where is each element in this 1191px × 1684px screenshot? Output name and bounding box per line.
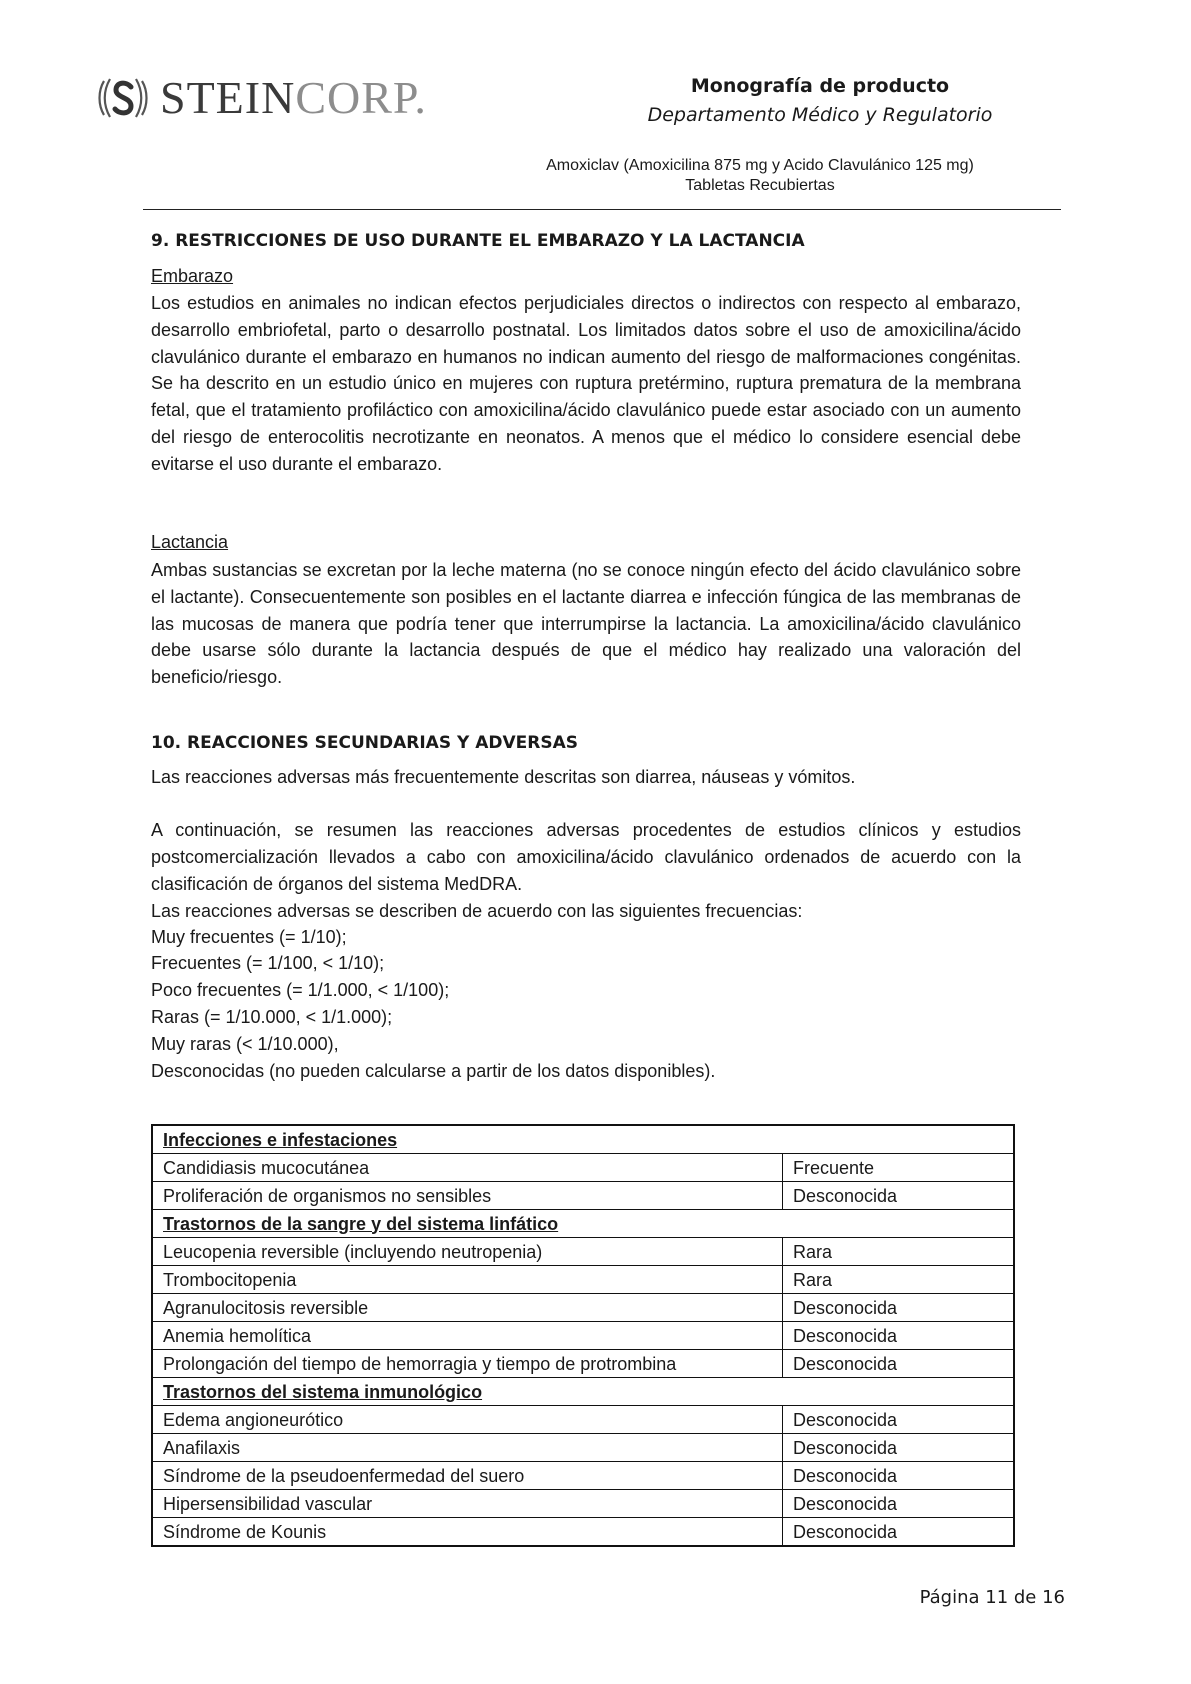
frequency-cell: Desconocida [783,1406,1015,1434]
frequency-line: Raras (= 1/10.000, < 1/1.000); [151,1007,393,1027]
lactancia-paragraph: Ambas sustancias se excretan por la leche materna (no se conoce ningún efecto del ácido clavulánico sobre el lactante). Consecuentemente son posibles en el lactante diarrea e infección fúngica de las membranas de las mucosas de manera que podría tener que interrumpirse la lactancia. La amoxicilina/ácido clavulánico debe usarse sólo durante la lactancia después de que el médico hay realizado una valoración del beneficio/riesgo. [151,560,1021,688]
table-category-row [152,1125,1014,1154]
reaction-cell: Edema angioneurótico [152,1406,783,1434]
embarazo-paragraph: Los estudios en animales no indican efectos perjudiciales directos o indirectos con respecto al embarazo, desarrollo embriofetal, parto o desarrollo postnatal. Los limitados datos sobre el uso de amoxicilina/ácido clavulánico durante el embarazo en humanos no indican aumento del riesgo de malformaciones congénitas. Se ha descrito en un estudio único en mujeres con ruptura pretérmino, ruptura prematura de la membrana fetal, que el tratamiento profiláctico con amoxicilina/ácido clavulánico puede estar asociado con un aumento del riesgo de enterocolitis necrotizante en neonatos. A menos que el médico lo considere esencial debe evitarse el uso durante el embarazo. [151,293,1021,474]
frequency-line: Frecuentes (= 1/100, < 1/10); [151,953,385,973]
table-row [152,1406,1014,1434]
reaction-cell: Proliferación de organismos no sensibles [152,1182,783,1210]
frequency-line: Poco frecuentes (= 1/1.000, < 1/100); [151,980,450,1000]
product-form: Tabletas Recubiertas [685,177,835,194]
section-9-heading: 9. RESTRICCIONES DE USO DURANTE EL EMBARAZO Y LA LACTANCIA [151,231,805,251]
table-category-label: Trastornos del sistema inmunológico [152,1378,1014,1406]
frequency-cell: Desconocida [783,1294,1015,1322]
reaction-cell: Síndrome de Kounis [152,1518,783,1547]
section-10-summary: A continuación, se resumen las reacciones adversas procedentes de estudios clínicos y estudios postcomercialización llevados a cabo con amoxicilina/ácido clavulánico ordenados de acuerdo con la clasificación de órganos del sistema MedDRA. [151,820,1021,894]
table-row [152,1294,1014,1322]
table-row [152,1266,1014,1294]
section-10-intro: Las reacciones adversas más frecuentemente descritas son diarrea, náuseas y vómitos. [151,767,856,787]
frequency-intro: Las reacciones adversas se describen de acuerdo con las siguientes frecuencias: [151,901,803,921]
table-row [152,1490,1014,1518]
header-divider [143,209,1061,210]
company-logo [96,70,427,126]
reaction-cell: Anemia hemolítica [152,1322,783,1350]
table-row [152,1182,1014,1210]
table-row [152,1462,1014,1490]
table-category-row [152,1378,1014,1406]
reaction-cell: Síndrome de la pseudoenfermedad del suero [152,1462,783,1490]
logo-wordmark-corp: CORP. [295,72,427,123]
table-category-row [152,1210,1014,1238]
frequency-cell: Desconocida [783,1490,1015,1518]
adverse-reactions-table [151,1124,1015,1547]
frequency-cell: Frecuente [783,1154,1015,1182]
frequency-cell: Desconocida [783,1322,1015,1350]
table-row [152,1434,1014,1462]
table-row [152,1518,1014,1547]
embarazo-subheading: Embarazo [151,266,234,286]
frequency-cell: Desconocida [783,1434,1015,1462]
reaction-cell: Trombocitopenia [152,1266,783,1294]
frequency-cell: Desconocida [783,1182,1015,1210]
table-row [152,1322,1014,1350]
reaction-cell: Leucopenia reversible (incluyendo neutropenia) [152,1238,783,1266]
frequency-cell: Desconocida [783,1350,1015,1378]
frequency-cell: Rara [783,1266,1015,1294]
frequency-line: Muy frecuentes (= 1/10); [151,927,347,947]
reaction-cell: Prolongación del tiempo de hemorragia y tiempo de protrombina [152,1350,783,1378]
table-category-label: Infecciones e infestaciones [152,1125,1014,1154]
frequency-line: Desconocidas (no pueden calcularse a partir de los datos disponibles). [151,1061,716,1081]
table-row [152,1238,1014,1266]
frequency-cell: Desconocida [783,1462,1015,1490]
section-10-heading: 10. REACCIONES SECUNDARIAS Y ADVERSAS [151,733,578,753]
document-subtitle: Departamento Médico y Regulatorio [647,104,993,126]
reaction-cell: Hipersensibilidad vascular [152,1490,783,1518]
page-number: Página 11 de 16 [919,1587,1065,1608]
table-row [152,1350,1014,1378]
document-title: Monografía de producto [690,75,950,97]
frequency-cell: Desconocida [783,1518,1015,1547]
frequency-cell: Rara [783,1238,1015,1266]
logo-wordmark-stein: STEIN [160,72,296,123]
reaction-cell: Anafilaxis [152,1434,783,1462]
reaction-cell: Candidiasis mucocutánea [152,1154,783,1182]
steincorp-logo-icon [96,71,150,125]
reaction-cell: Agranulocitosis reversible [152,1294,783,1322]
table-row [152,1154,1014,1182]
table-category-label: Trastornos de la sangre y del sistema linfático [152,1210,1014,1238]
product-name: Amoxiclav (Amoxicilina 875 mg y Acido Clavulánico 125 mg) [546,157,974,174]
frequency-line: Muy raras (< 1/10.000), [151,1034,339,1054]
lactancia-subheading: Lactancia [151,532,229,552]
